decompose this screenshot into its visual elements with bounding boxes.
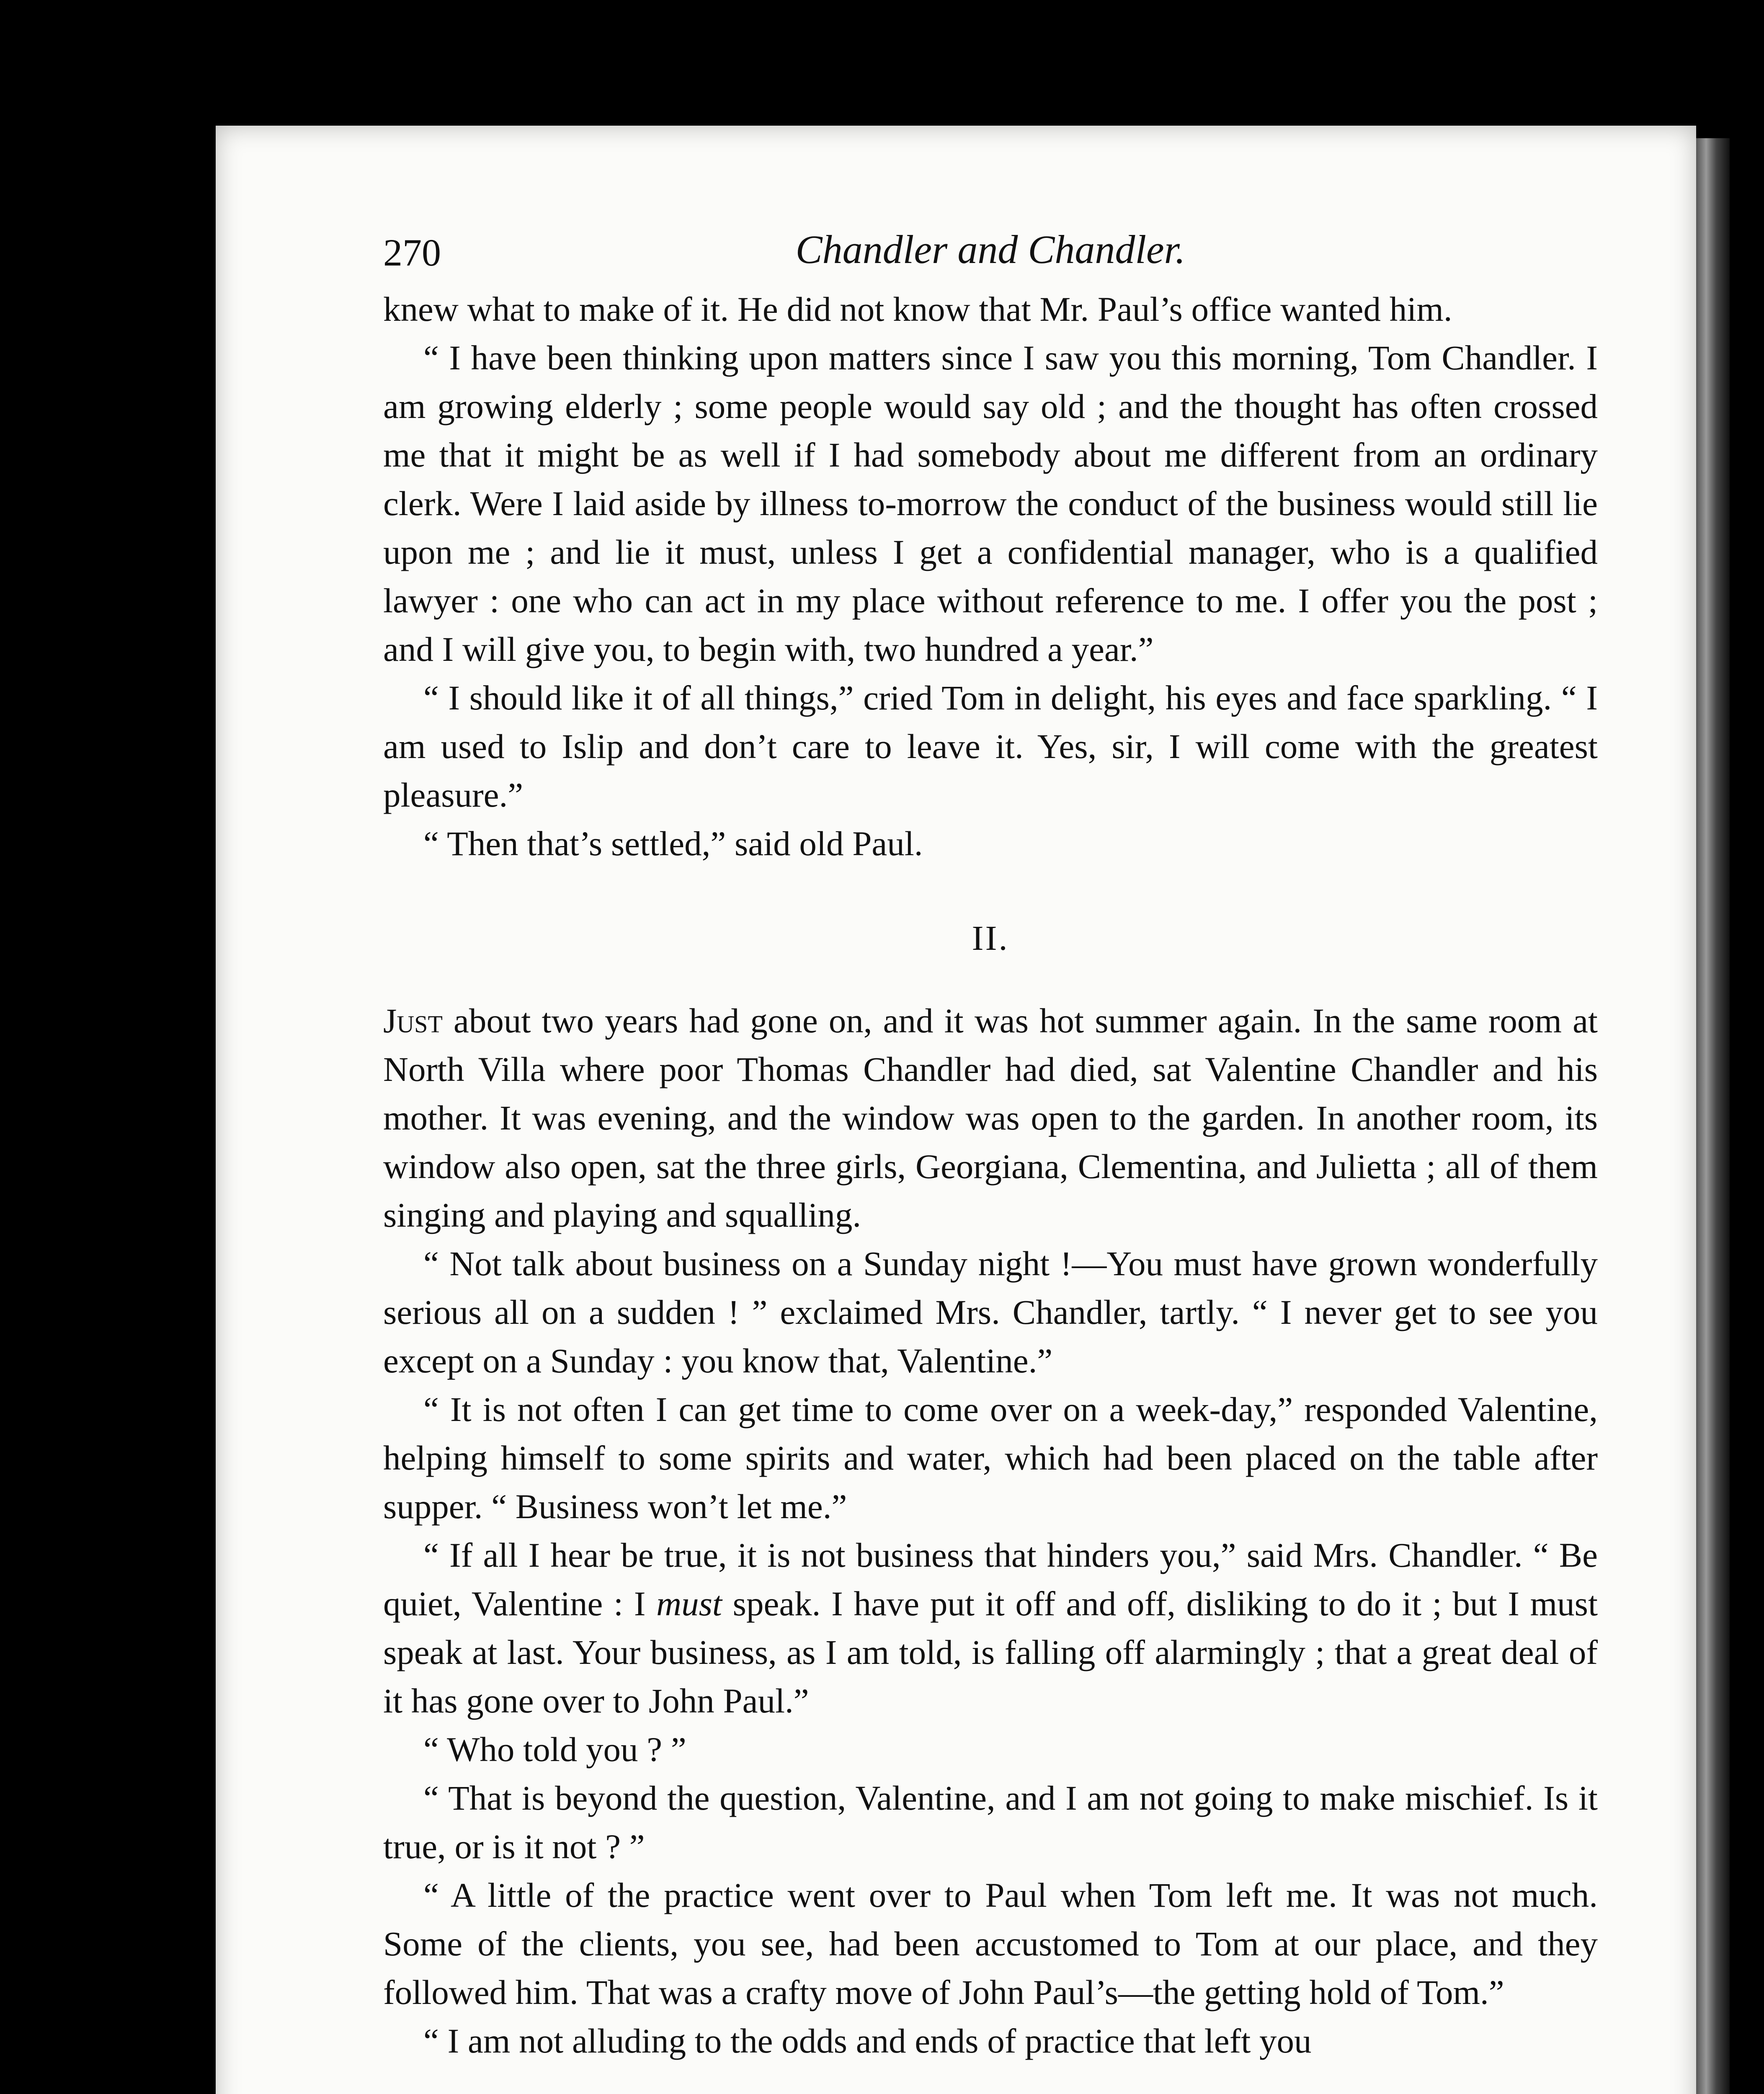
paragraph: “ That is beyond the question, Valentine, and I am not going to make mischief. Is it true, or is it not ? ”: [383, 1779, 1598, 1866]
opening-word: Just: [383, 1001, 443, 1040]
paragraph-text: about two years had gone on, and it was hot summer again. In the same room at North Villa where poor Thomas Chandler had died, sat Valentine Chandler and his mother. It was evening, and the window was open to the garden. In another room, its window also open, sat the three girls, Georgiana, Clementina, and Julietta ; all of them singing and playing and squalling.: [383, 1001, 1598, 1234]
paragraph: [383, 1531, 1598, 1725]
facing-page-edge: [1696, 138, 1730, 2094]
paragraph-text: “ If all I hear be true, it is not business that hinders you,” said Mrs. Chandler. “ Be quiet, Valentine : I: [383, 1536, 1598, 1623]
paragraph: “ Who told you ? ”: [423, 1730, 686, 1769]
paragraph: “ Not talk about business on a Sunday night !—You must have grown wonderfully serious all on a sudden ! ” exclaimed Mrs. Chandler, tartly. “ I never get to see you except on a Sunday : you know that, Valentine.”: [383, 1244, 1598, 1380]
running-title: Chandler and Chandler.: [795, 227, 1186, 272]
emphasis: must: [656, 1584, 722, 1623]
paragraph: “ I am not alluding to the odds and ends of practice that left you: [423, 2022, 1312, 2060]
paragraph-text: speak. I have put it off and off, disliking to do it ; but I must speak at last. Your business, as I am told, is falling off alarmingly ; that a great deal of it has gone over to John Paul.”: [383, 1584, 1598, 1720]
running-head: [383, 218, 1598, 285]
paragraph: “ A little of the practice went over to Paul when Tom left me. It was not much. Some of the clients, you see, had been accustomed to Tom at our place, and they followed him. That was a crafty move of John Paul’s—the getting hold of Tom.”: [383, 1876, 1598, 2011]
paragraph: “ I have been thinking upon matters since I saw you this morning, Tom Chandler. I am growing elderly ; some people would say old ; and the thought has often crossed me that it might be as well if I had somebody about me different from an ordinary clerk. Were I laid aside by illness to-morrow the conduct of the business would still lie upon me ; and lie it must, unless I get a confidential manager, who is a qualified lawyer : one who can act in my place without reference to me. I offer you the post ; and I will give you, to begin with, two hundred a year.”: [383, 338, 1598, 668]
body-text: [383, 285, 1598, 2065]
paragraph: [383, 996, 1598, 1239]
paragraph: “ Then that’s settled,” said old Paul.: [423, 824, 923, 863]
text-block: [383, 218, 1598, 2065]
page-number: 270: [383, 231, 441, 274]
paragraph: “ I should like it of all things,” cried Tom in delight, his eyes and face sparkling. “ I am used to Islip and don’t care to leave it. Yes, sir, I will come with the greatest pleasure.”: [383, 678, 1598, 814]
section-heading: II.: [972, 919, 1009, 958]
paragraph: knew what to make of it. He did not know that Mr. Paul’s office wanted him.: [383, 290, 1452, 328]
paragraph: “ It is not often I can get time to come over on a week-day,” responded Valentine, helping himself to some spirits and water, which had been placed on the table after supper. “ Business won’t let me.”: [383, 1390, 1598, 1526]
